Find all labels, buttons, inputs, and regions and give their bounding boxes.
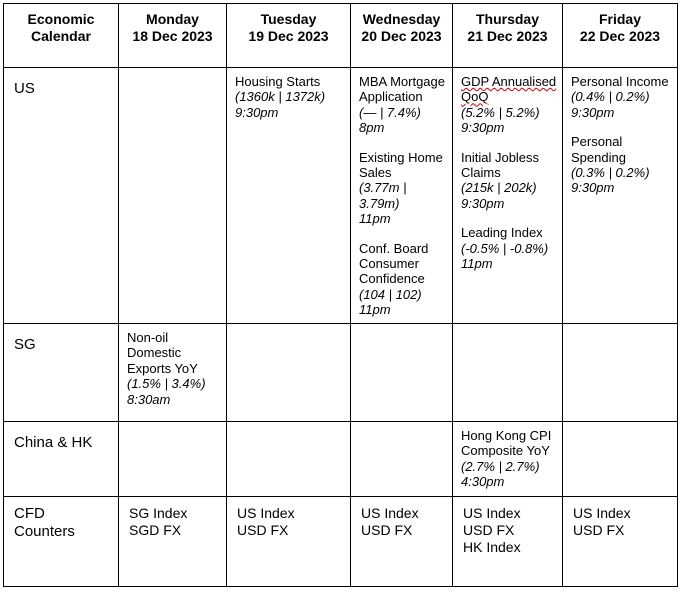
day-date: 19 Dec 2023 xyxy=(248,28,329,44)
event-item xyxy=(235,74,346,120)
event-item xyxy=(127,330,222,407)
event-name: Existing Home Sales xyxy=(359,149,443,181)
event-cell xyxy=(227,68,351,324)
region-row-sg xyxy=(4,324,678,422)
event-name: Conf. Board Consumer Confidence xyxy=(359,240,429,287)
cfd-counters-row xyxy=(4,497,678,587)
event-cell xyxy=(119,422,227,497)
event-cell xyxy=(351,324,453,422)
event-time: 9:30pm xyxy=(461,195,505,211)
event-cell xyxy=(563,422,678,497)
day-name: Monday xyxy=(146,11,199,27)
header-row xyxy=(4,4,678,68)
event-time: 9:30pm xyxy=(571,104,615,120)
event-values: (0.3% | 0.2%) xyxy=(571,165,650,181)
event-time: 9:30pm xyxy=(235,104,279,120)
region-label: US xyxy=(4,68,119,324)
event-cell xyxy=(227,324,351,422)
economic-calendar-table xyxy=(3,3,678,587)
event-name: Personal Spending xyxy=(571,134,626,165)
day-header xyxy=(119,4,227,68)
event-values: (-0.5% | -0.8%) xyxy=(461,240,549,256)
counter-item: HK Index xyxy=(463,539,521,555)
event-cell xyxy=(119,68,227,324)
event-time: 8:30am xyxy=(127,391,171,407)
region-row-china-hk xyxy=(4,422,678,497)
event-item xyxy=(359,241,448,318)
event-cell xyxy=(563,324,678,422)
counter-cell xyxy=(351,497,453,587)
event-item xyxy=(461,150,558,212)
event-item xyxy=(359,74,448,136)
event-values: (5.2% | 5.2%) xyxy=(461,104,540,120)
event-cell xyxy=(453,422,563,497)
counter-item: US Index xyxy=(237,505,295,521)
counter-cell xyxy=(119,497,227,587)
counter-cell xyxy=(563,497,678,587)
event-name: Hong Kong CPI Composite YoY xyxy=(461,428,552,459)
event-name: Non-oil Domestic Exports YoY xyxy=(127,330,198,376)
event-values: (3.77m | 3.79m) xyxy=(359,180,407,211)
day-date: 22 Dec 2023 xyxy=(579,28,661,44)
counter-item: US Index xyxy=(463,505,521,521)
event-cell xyxy=(453,324,563,422)
day-date: 20 Dec 2023 xyxy=(361,28,442,44)
day-name: Friday xyxy=(598,11,641,27)
counter-item: US Index xyxy=(361,505,419,521)
event-item xyxy=(461,74,558,136)
event-cell xyxy=(563,68,678,324)
cfd-counters-label xyxy=(4,497,119,587)
region-label: SG xyxy=(4,324,119,422)
day-header xyxy=(563,4,678,68)
event-values: (1360k | 1372k) xyxy=(235,89,326,105)
event-time: 8pm xyxy=(359,120,385,136)
counter-item: SGD FX xyxy=(129,522,182,538)
event-cell xyxy=(351,68,453,324)
cfd-label-line-1: CFD xyxy=(14,505,45,522)
event-cell xyxy=(227,422,351,497)
event-cell xyxy=(351,422,453,497)
event-time: 4:30pm xyxy=(461,474,505,490)
event-item xyxy=(461,225,558,271)
day-date: 18 Dec 2023 xyxy=(132,28,213,44)
day-name: Wednesday xyxy=(362,11,441,27)
counter-item: SG Index xyxy=(129,505,188,521)
event-name: GDP Annualised QoQ xyxy=(461,74,557,105)
calendar-title-line-2: Calendar xyxy=(31,28,91,44)
event-values: (— | 7.4%) xyxy=(359,104,421,120)
event-time: 11pm xyxy=(359,211,391,227)
counter-item: USD FX xyxy=(463,522,515,538)
day-header xyxy=(227,4,351,68)
cfd-label-line-2: Counters xyxy=(14,523,75,540)
event-item xyxy=(571,134,673,196)
event-item xyxy=(571,74,673,120)
event-values: (0.4% | 0.2%) xyxy=(571,89,650,105)
event-time: 11pm xyxy=(359,302,391,318)
day-header xyxy=(351,4,453,68)
event-values: (104 | 102) xyxy=(359,286,422,302)
event-cell xyxy=(119,324,227,422)
counter-cell xyxy=(227,497,351,587)
event-name: MBA Mortgage Application xyxy=(359,74,445,105)
day-header xyxy=(453,4,563,68)
event-name: Leading Index xyxy=(461,225,543,241)
calendar-title xyxy=(4,4,119,68)
region-label: China & HK xyxy=(4,422,119,497)
day-name: Tuesday xyxy=(260,11,317,27)
counter-item: USD FX xyxy=(573,522,625,538)
event-time: 11pm xyxy=(461,256,493,272)
event-item xyxy=(359,150,448,227)
event-name: Personal Income xyxy=(571,74,669,89)
counter-item: USD FX xyxy=(237,522,289,538)
event-name: Housing Starts xyxy=(235,74,321,89)
counter-item: USD FX xyxy=(361,522,413,538)
event-item xyxy=(461,428,558,490)
region-row-us xyxy=(4,68,678,324)
event-time: 9:30pm xyxy=(461,120,505,136)
event-values: (1.5% | 3.4%) xyxy=(127,376,206,392)
event-values: (2.7% | 2.7%) xyxy=(461,458,540,474)
counter-item: US Index xyxy=(573,505,631,521)
calendar-title-line-1: Economic xyxy=(27,11,95,27)
counter-cell xyxy=(453,497,563,587)
event-time: 9:30pm xyxy=(571,180,615,196)
event-name: Initial Jobless Claims xyxy=(461,149,540,181)
day-date: 21 Dec 2023 xyxy=(467,28,548,44)
day-name: Thursday xyxy=(475,11,539,27)
event-values: (215k | 202k) xyxy=(461,180,537,196)
event-cell xyxy=(453,68,563,324)
